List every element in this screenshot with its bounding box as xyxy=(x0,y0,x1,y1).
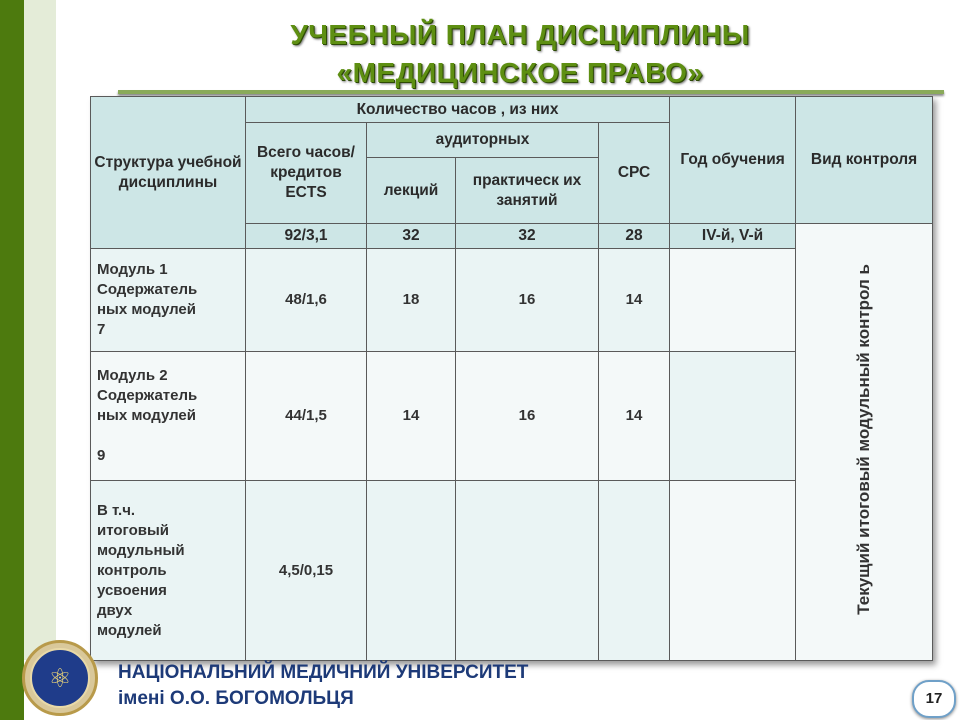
row-practical: 16 xyxy=(456,352,599,481)
header-year: Год обучения xyxy=(670,97,796,224)
row-label-line: ных модулей xyxy=(97,301,196,318)
header-lectures: лекций xyxy=(367,158,456,224)
row-year xyxy=(670,481,796,661)
header-auditory: аудиторных xyxy=(367,123,599,158)
header-total: Всего часов/ кредитов ECTS xyxy=(246,123,367,224)
row-label-line: ных модулей xyxy=(97,407,196,424)
row-label-line: Содержатель xyxy=(97,387,198,404)
summary-year: IV-й, V-й xyxy=(670,224,796,249)
header-srs: СРС xyxy=(599,123,670,224)
row-year xyxy=(670,352,796,481)
curriculum-table xyxy=(90,96,932,661)
row-srs: 14 xyxy=(599,249,670,352)
row-label xyxy=(91,352,246,481)
footer-line-1: НАЦІОНАЛЬНИЙ МЕДИЧНИЙ УНІВЕРСИТЕТ xyxy=(118,662,529,683)
title-divider xyxy=(118,90,944,94)
left-accent-shade xyxy=(24,0,56,660)
row-label-line: усвоения xyxy=(97,581,167,599)
row-srs: 14 xyxy=(599,352,670,481)
row-label-line: модульный xyxy=(97,541,185,559)
crest-emblem-icon: ⚛ xyxy=(30,648,90,708)
summary-lectures: 32 xyxy=(367,224,456,249)
row-label-line xyxy=(97,426,242,446)
row-label-line: В т.ч. xyxy=(97,501,136,519)
row-label-line: двух xyxy=(97,601,133,619)
row-label-line: Модуль 1 xyxy=(97,261,168,278)
row-total: 4,5/0,15 xyxy=(246,481,367,661)
row-total: 48/1,6 xyxy=(246,249,367,352)
row-label xyxy=(91,249,246,352)
slide-title-line-2: «МЕДИЦИНСКОЕ ПРАВО» xyxy=(336,57,704,88)
row-practical: 16 xyxy=(456,249,599,352)
header-control: Вид контроля xyxy=(796,97,933,224)
row-label-line: 9 xyxy=(97,447,106,464)
header-structure: Структура учебной дисциплины xyxy=(91,97,246,249)
row-total: 44/1,5 xyxy=(246,352,367,481)
row-lectures xyxy=(367,481,456,661)
row-srs xyxy=(599,481,670,661)
header-hours-group: Количество часов , из них xyxy=(246,97,670,123)
footer-line-2: імені О.О. БОГОМОЛЬЦЯ xyxy=(118,688,354,709)
summary-srs: 28 xyxy=(599,224,670,249)
left-accent-bar xyxy=(0,0,24,720)
row-lectures: 18 xyxy=(367,249,456,352)
row-label-line: модулей xyxy=(97,621,162,639)
slide-title-line-1: УЧЕБНЫЙ ПЛАН ДИСЦИПЛИНЫ xyxy=(290,19,750,50)
summary-practical: 32 xyxy=(456,224,599,249)
row-label-line: Содержатель xyxy=(97,281,198,298)
row-practical xyxy=(456,481,599,661)
footer-university-name xyxy=(118,660,528,712)
summary-total: 92/3,1 xyxy=(246,224,367,249)
slide-title xyxy=(140,16,900,92)
row-label-line: 7 xyxy=(97,321,106,338)
control-type-text: Текущий итоговый модульный контрол ь xyxy=(854,263,874,615)
row-label-line: итоговый xyxy=(97,521,169,539)
header-practical: практическ их занятий xyxy=(456,158,599,224)
row-label xyxy=(91,481,246,661)
row-lectures: 14 xyxy=(367,352,456,481)
page-number-badge: 17 xyxy=(912,680,956,718)
row-year xyxy=(670,249,796,352)
row-label-line: контроль xyxy=(97,561,167,579)
row-label-line: Модуль 2 xyxy=(97,367,168,384)
control-type-cell xyxy=(796,224,933,661)
university-crest-icon xyxy=(22,640,98,716)
